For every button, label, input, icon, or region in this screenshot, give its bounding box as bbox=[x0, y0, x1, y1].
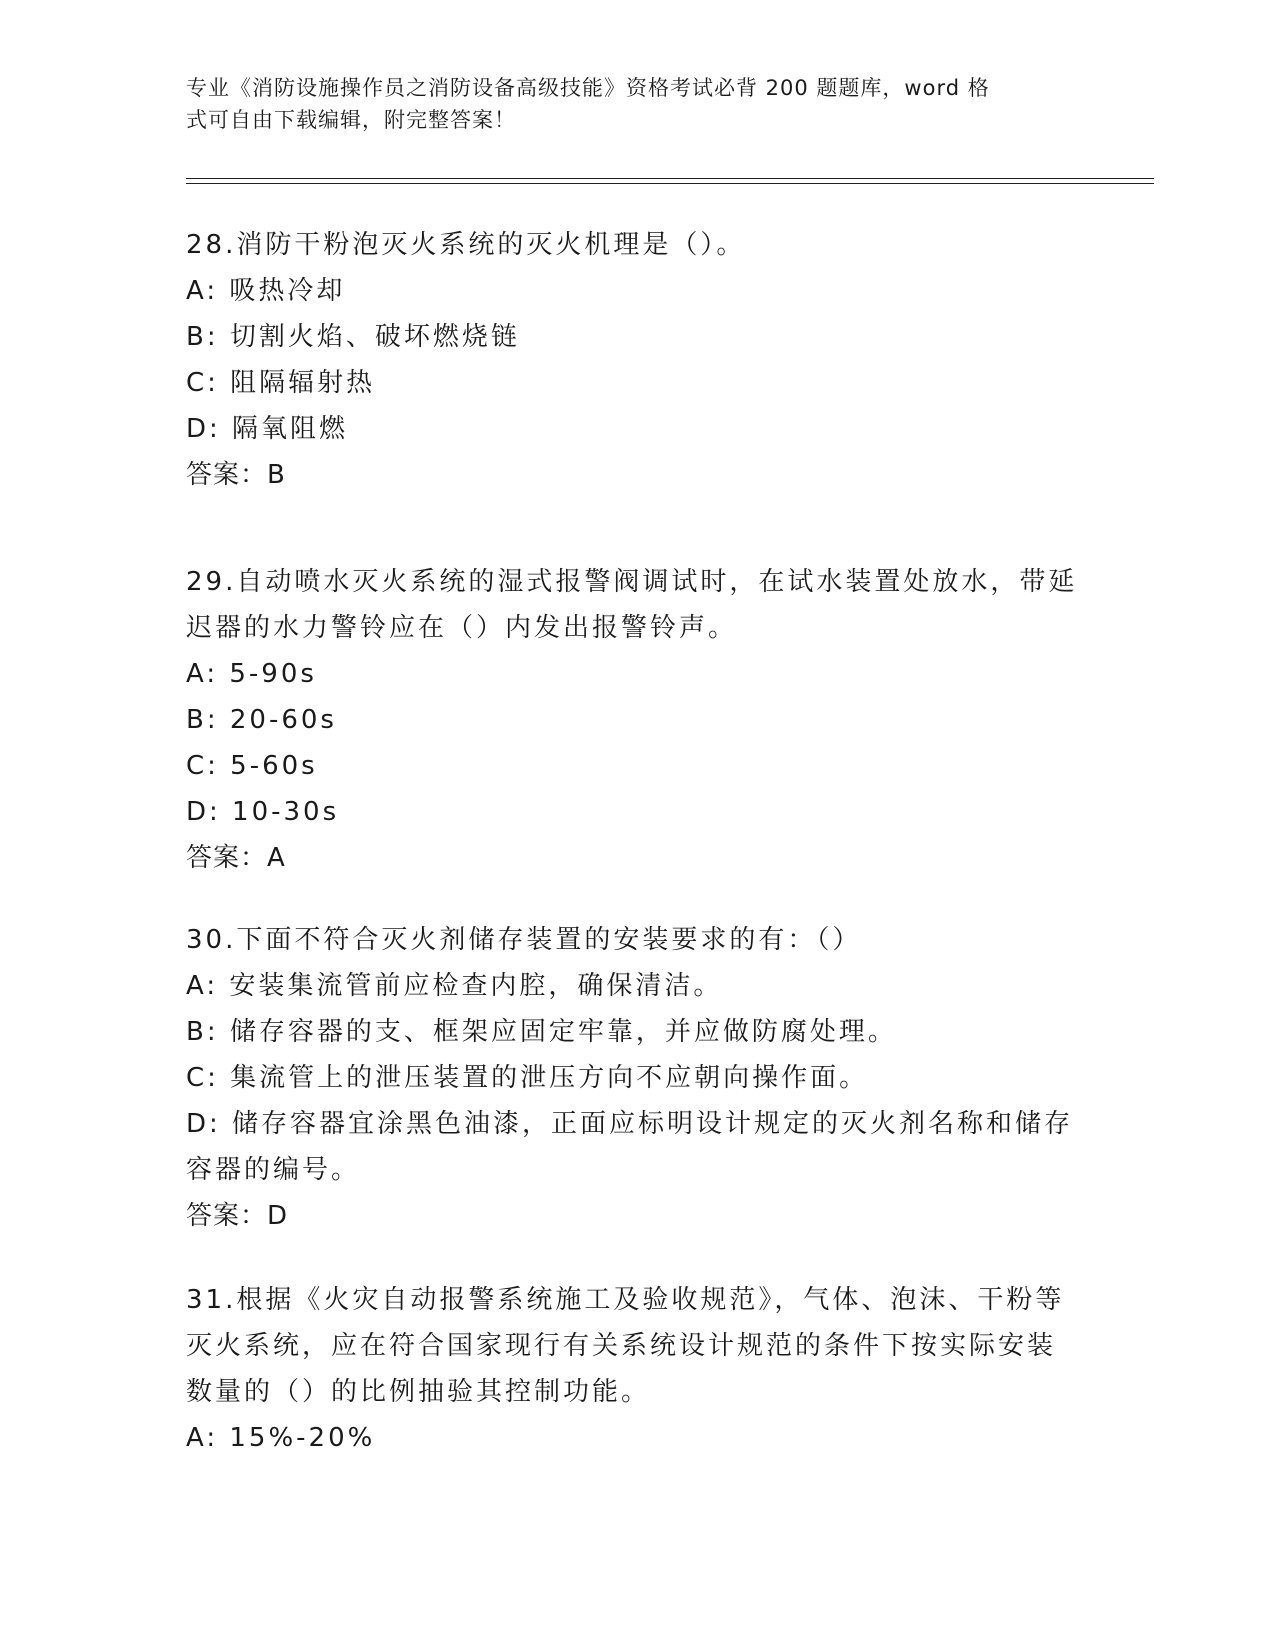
option-a: A: 15%-20% bbox=[186, 1423, 376, 1453]
header-divider-top bbox=[186, 178, 1154, 179]
question-text: 30.下面不符合灭火剂储存装置的安装要求的有：（） bbox=[186, 925, 862, 955]
header-line-2: 式可自由下载编辑，附完整答案！ bbox=[186, 108, 516, 132]
question-30 bbox=[186, 917, 1086, 1239]
option-d-continued: 容器的编号。 bbox=[186, 1155, 361, 1185]
option-a: A: 5-90s bbox=[186, 659, 317, 689]
option-c: C: 集流管上的泄压装置的泄压方向不应朝向操作面。 bbox=[186, 1063, 869, 1093]
question-text: 31.根据《火灾自动报警系统施工及验收规范》，气体、泡沫、干粉等 bbox=[186, 1285, 1065, 1315]
question-text: 28.消防干粉泡灭火系统的灭火机理是（）。 bbox=[186, 230, 746, 260]
option-b: B: 储存容器的支、框架应固定牢靠，并应做防腐处理。 bbox=[186, 1017, 897, 1047]
option-d: D: 隔氧阻燃 bbox=[186, 414, 349, 444]
option-b: B: 切割火焰、破坏燃烧链 bbox=[186, 322, 520, 352]
option-a: A: 安装集流管前应检查内腔，确保清洁。 bbox=[186, 971, 723, 1001]
document-header bbox=[186, 72, 1066, 136]
option-c: C: 5-60s bbox=[186, 751, 318, 781]
option-d: D: 储存容器宜涂黑色油漆，正面应标明设计规定的灭火剂名称和储存 bbox=[186, 1109, 1074, 1139]
question-28 bbox=[186, 222, 1086, 498]
question-text: 数量的（）的比例抽验其控制功能。 bbox=[186, 1377, 651, 1407]
answer: 答案：D bbox=[186, 1201, 289, 1231]
option-c: C: 阻隔辐射热 bbox=[186, 368, 376, 398]
question-text: 灭火系统，应在符合国家现行有关系统设计规范的条件下按实际安装 bbox=[186, 1331, 1057, 1361]
option-a: A: 吸热冷却 bbox=[186, 276, 346, 306]
option-d: D: 10-30s bbox=[186, 797, 340, 827]
header-line-1: 专业《消防设施操作员之消防设备高级技能》资格考试必背 200 题题库，word 格 bbox=[186, 76, 990, 100]
header-divider-bottom bbox=[186, 183, 1154, 184]
question-31 bbox=[186, 1277, 1086, 1461]
option-b: B: 20-60s bbox=[186, 705, 337, 735]
answer: 答案：B bbox=[186, 460, 286, 490]
question-text: 迟器的水力警铃应在（）内发出报警铃声。 bbox=[186, 613, 738, 643]
question-29 bbox=[186, 559, 1086, 881]
answer: 答案：A bbox=[186, 843, 286, 873]
question-text: 29.自动喷水灭火系统的湿式报警阀调试时，在试水装置处放水，带延 bbox=[186, 567, 1078, 597]
